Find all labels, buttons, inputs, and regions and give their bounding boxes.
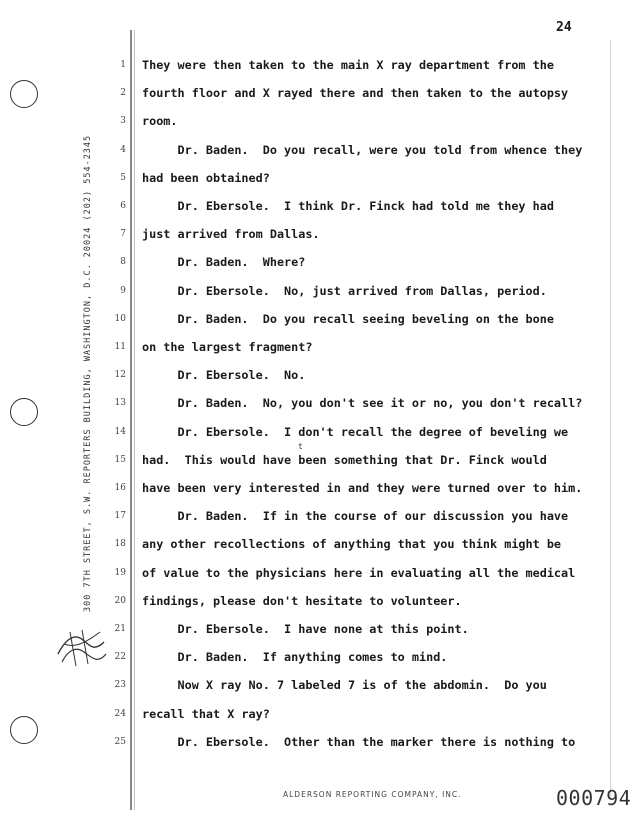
transcript-line: recall that X ray? [142, 706, 270, 721]
transcript-line: Dr. Ebersole. No. [142, 368, 306, 383]
line-number: 23 [114, 680, 126, 691]
line-number: 12 [114, 370, 126, 381]
line-number: 2 [120, 88, 126, 99]
transcript-line: had been obtained? [142, 170, 270, 185]
page-number: 24 [556, 20, 572, 35]
line-number: 17 [114, 511, 126, 522]
transcript-line: Dr. Ebersole. I think Dr. Finck had told me they had [142, 199, 554, 213]
transcript-line: fourth floor and X rayed there and then taken to the autopsy [142, 86, 569, 101]
transcript-line: any other recollections of anything that you think might be [142, 537, 562, 552]
line-number: 20 [114, 595, 126, 606]
reporter-address: 300 7TH STREET, S.W. REPORTERS BUILDING, WASHINGTON, D.C. 20024 (202) 554-2345 [83, 134, 93, 612]
transcript-line: have been very interested in and they were turned over to him. [142, 481, 583, 495]
line-number: 25 [114, 736, 126, 747]
right-margin-rule [610, 40, 611, 800]
transcript-line: room. [142, 114, 178, 129]
transcript-line: Dr. Ebersole. I don't recall the degree of beveling we [142, 424, 569, 439]
transcript-line: Dr. Baden. Where? [142, 255, 306, 270]
punch-hole-bottom [10, 716, 38, 744]
left-margin-rule [130, 30, 132, 810]
handwritten-initials-mark [54, 624, 110, 670]
line-number: 22 [114, 652, 126, 663]
line-number: 15 [114, 454, 126, 465]
line-number: 8 [120, 257, 126, 268]
line-number: 3 [120, 116, 126, 127]
line-number: 18 [114, 539, 126, 550]
stray-mark: t [298, 442, 303, 451]
line-number: 1 [120, 60, 126, 70]
punch-hole-top [10, 80, 38, 108]
transcript-line: had. This would have been something that Dr. Finck would [142, 452, 547, 467]
transcript-line: Dr. Baden. If in the course of our discussion you have [142, 509, 569, 524]
line-number: 13 [114, 398, 126, 409]
line-number: 4 [120, 144, 126, 155]
punch-hole-middle [10, 398, 38, 426]
line-number: 10 [114, 313, 126, 324]
transcript-line: Dr. Ebersole. I have none at this point. [142, 622, 469, 636]
transcript-line: just arrived from Dallas. [142, 227, 320, 242]
transcript-line: Dr. Ebersole. No, just arrived from Dallas, period. [142, 283, 547, 298]
document-id: 000794 [556, 786, 632, 810]
footer-company: ALDERSON REPORTING COMPANY, INC. [283, 790, 462, 799]
transcript-line: Dr. Baden. Do you recall, were you told from whence they [142, 142, 583, 157]
transcript-line: Now X ray No. 7 labeled 7 is of the abdomin. Do you [142, 678, 547, 693]
line-number: 9 [120, 285, 126, 296]
left-margin-rule-inner [134, 30, 135, 810]
line-number: 21 [114, 624, 126, 634]
line-number: 24 [114, 708, 126, 719]
line-number: 16 [114, 483, 126, 493]
line-number: 11 [114, 342, 126, 352]
transcript-line: of value to the physicians here in evaluating all the medical [142, 565, 576, 580]
transcript-line: They were then taken to the main X ray department from the [142, 58, 554, 72]
line-number: 14 [114, 426, 126, 437]
line-number: 6 [120, 201, 126, 211]
transcript-line: Dr. Baden. No, you don't see it or no, you don't recall? [142, 396, 583, 411]
line-number: 19 [114, 567, 126, 578]
line-number: 7 [120, 229, 126, 240]
line-number: 5 [120, 172, 126, 183]
transcript-line: Dr. Baden. If anything comes to mind. [142, 650, 448, 665]
transcript-line: on the largest fragment? [142, 340, 313, 354]
transcript-line: Dr. Baden. Do you recall seeing beveling on the bone [142, 311, 554, 326]
transcript-line: findings, please don't hesitate to volunteer. [142, 593, 462, 608]
transcript-line: Dr. Ebersole. Other than the marker there is nothing to [142, 734, 576, 749]
